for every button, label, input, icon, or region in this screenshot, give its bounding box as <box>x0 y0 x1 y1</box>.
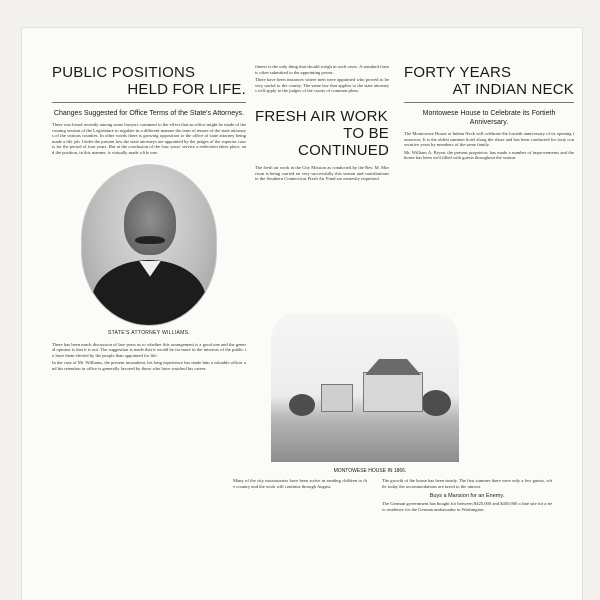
article-forty-years <box>404 64 574 163</box>
portrait-head <box>124 191 176 255</box>
tree <box>289 394 315 416</box>
headline-line-1: FORTY YEARS <box>404 64 512 81</box>
portrait-mustache <box>135 236 165 244</box>
headline-line-1: PUBLIC POSITIONS <box>52 64 196 81</box>
paragraph: In the case of Mr. Williams, the present incumbent, his long experience has made him a valuable officer and his retention in office is generally favored by those who have watched his career. <box>52 360 246 371</box>
headline-public-positions <box>52 64 246 98</box>
headline-fresh-air <box>255 108 389 159</box>
paragraph: Mr. William A. Bryan, the present proprietor, has made a number of improvements and the house has been well filled with guests throughout the season. <box>404 149 574 161</box>
paragraph: The Montowese House at Indian Neck will celebrate the fortieth anniversary of its opening tomorrow. It is the oldest summer hotel along the shore and has been conducted for forty consecutive years by members of the same family. <box>404 131 574 148</box>
house-building <box>363 372 423 412</box>
headline-line-2: AT INDIAN NECK <box>452 81 574 98</box>
small-headline: Buys a Mansion for an Enemy. <box>429 493 505 500</box>
paragraph: Many of the city missionaries have been active in sending children to the country and the work will continue through August. <box>233 478 367 489</box>
paragraph: The fresh air work in the City Mission as conducted by the Rev. M. Morrison is being carried on very successfully this season and contributions to the Southern Connecticut Fresh Air Fund are earnestly requested. <box>255 164 389 182</box>
headline-line-2: HELD FOR LIFE. <box>127 81 246 98</box>
portrait-caption: STATE'S ATTORNEY WILLIAMS. <box>108 329 190 336</box>
subhead: Changes Suggested for Office Terms of the State's Attorneys. <box>53 110 245 117</box>
paragraph: The growth of the house has been steady. The first summer there were only a few guests, while today the accommodations are taxed to the utmost. <box>382 478 552 489</box>
montowese-house-photo <box>271 314 459 462</box>
headline-forty-years <box>404 64 574 98</box>
divider <box>52 102 246 103</box>
tree <box>421 390 451 416</box>
paragraph: There has been much discussion of late years as to whether this arrangement is a good one and the general opinion is that it is not. The suggestion is made that it would be far more in the interests of the public to have them elected by the people than appointed for life. <box>52 341 246 358</box>
outbuilding <box>321 384 353 412</box>
headline-line-2: TO BE CONTINUED <box>298 124 389 159</box>
article-public-positions <box>52 64 246 374</box>
paragraph: There have been instances where men were appointed who proved to be very useful to the county. The same law that applies to the state attorneys will apply to the judges of the courts of common pleas. <box>255 77 389 94</box>
subhead: Montowese House to Celebrate its Fortieth Anniversary. <box>422 110 556 126</box>
paragraph: fitness is the only thing that should weigh in such cases. A standard form is often submitted to the appointing power. <box>255 64 389 75</box>
headline-line-1: FRESH AIR WORK <box>255 107 388 125</box>
portrait-image <box>81 164 217 326</box>
paragraph: There was heard recently among some lawyers comment to the effect that an office might be made of the coming session of the Legislature to regulate in a different manner the term of tenure of the state attorneys of the various counties. In other words there is growing opposition to the office of state attorney being made a life job. Under the present law the state attorneys are appointed by the judges of the superior courts for the period of four years. But at the conclusion of the four years' service a reelection takes place, and the position, in this manner, is virtually made a life one. <box>52 122 246 155</box>
paragraph: The German government has bought for between $425,000 and $450,000 a fine site for a new residence for the German ambassador in Washington. <box>382 501 552 512</box>
photo-caption: MONTOWESE HOUSE IN 1866. <box>333 468 407 474</box>
middle-column <box>255 64 389 184</box>
divider <box>404 102 574 103</box>
house-roof <box>358 359 428 375</box>
bottom-middle-text <box>233 478 367 491</box>
bottom-right-text <box>382 478 552 514</box>
